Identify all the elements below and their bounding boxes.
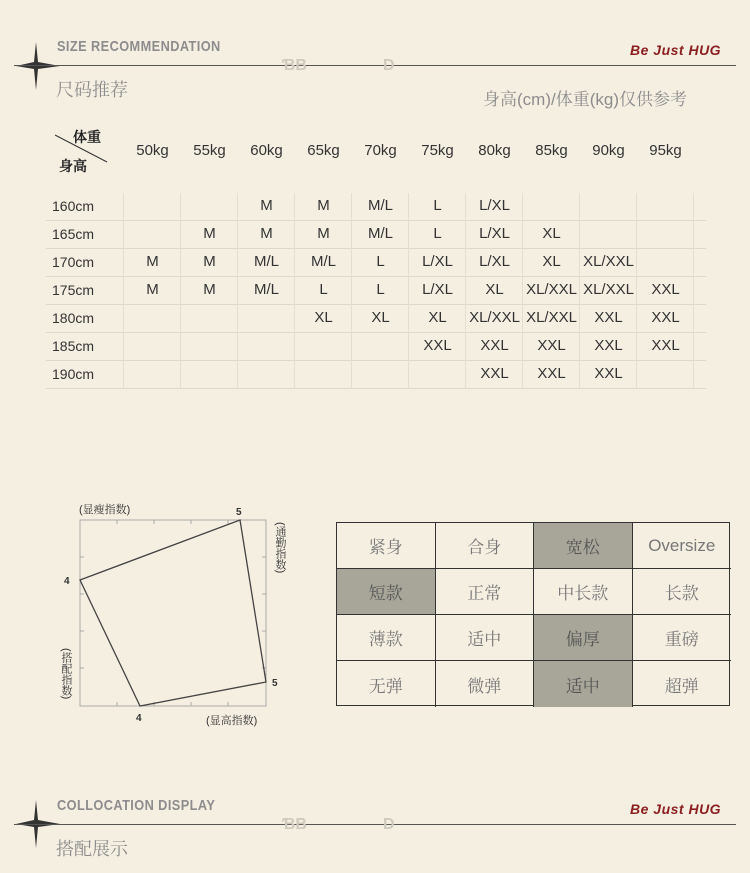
footer-divider: [14, 824, 736, 825]
footer-section-subtitle: 搭配展示: [56, 839, 128, 859]
size-cell: M: [260, 225, 273, 242]
size-cell: XXL: [537, 337, 566, 354]
attribute-cell: 长款: [633, 569, 732, 615]
height-label: 160cm: [52, 198, 95, 214]
weight-header: 55kg: [193, 142, 226, 159]
section-subtitle: 尺码推荐: [56, 80, 128, 100]
table-row: [46, 360, 706, 389]
size-cell: L: [433, 197, 442, 214]
table-row: [46, 220, 706, 249]
section-title: SIZE RECOMMENDATION: [57, 38, 221, 55]
radar-chart: [60, 500, 290, 730]
size-cell: M: [317, 197, 330, 214]
radar-label-slimming: (显瘦指数): [79, 504, 131, 516]
size-cell: XXL: [651, 337, 680, 354]
weight-header: 90kg: [592, 142, 625, 159]
column-divider: [180, 193, 181, 389]
corner-weight-label: 体重: [73, 129, 101, 145]
size-cell: XL/XXL: [526, 281, 577, 298]
attribute-cell: 宽松: [534, 523, 633, 569]
logo-mark-icon: D: [383, 57, 395, 74]
table-row: [46, 332, 706, 361]
size-cell: L: [433, 225, 442, 242]
radar-value-top: 5: [236, 507, 242, 518]
weight-header: 95kg: [649, 142, 682, 159]
size-cell: XL: [542, 225, 561, 242]
attribute-cell: 超弹: [664, 676, 699, 696]
size-cell: M/L: [253, 281, 279, 298]
attribute-cell: 短款: [337, 569, 436, 615]
size-cell: M: [203, 253, 216, 270]
size-cell: XL/XXL: [526, 309, 577, 326]
attribute-cell: 紧身: [337, 523, 436, 569]
weight-header: 50kg: [136, 142, 169, 159]
table-row: [46, 276, 706, 305]
radar-value-bottom: 4: [136, 713, 142, 724]
radar-value-left: 4: [64, 576, 70, 587]
size-cell: L/XL: [422, 281, 453, 298]
size-cell: L/XL: [479, 225, 510, 242]
table-row: [46, 192, 706, 221]
column-divider: [294, 193, 295, 389]
size-cell: XXL: [480, 365, 509, 382]
attribute-cell: 偏厚: [534, 615, 633, 661]
attribute-cell: 中长款: [534, 569, 633, 615]
size-cell: M: [146, 281, 159, 298]
table-row: [46, 304, 706, 333]
column-divider: [579, 193, 580, 389]
weight-header: 80kg: [478, 142, 511, 159]
size-cell: M/L: [367, 197, 393, 214]
weight-header: 75kg: [421, 142, 454, 159]
height-label: 165cm: [52, 226, 95, 242]
column-divider: [351, 193, 352, 389]
size-cell: L/XL: [479, 197, 510, 214]
logo-mark-icon: D: [383, 816, 395, 833]
attribute-cell: 薄款: [337, 615, 436, 661]
column-divider: [636, 193, 637, 389]
attribute-cell: 重磅: [633, 615, 732, 661]
column-divider: [693, 193, 694, 389]
table-row: [46, 248, 706, 277]
column-divider: [465, 193, 466, 389]
column-divider: [408, 193, 409, 389]
size-cell: XXL: [651, 309, 680, 326]
column-divider: [123, 193, 124, 389]
radar-label-matching: (搭配指数): [60, 648, 72, 700]
weight-header: 65kg: [307, 142, 340, 159]
size-cell: XXL: [651, 281, 680, 298]
size-cell: XL/XXL: [469, 309, 520, 326]
corner-height-label: 身高: [59, 158, 87, 174]
size-cell: L/XL: [422, 253, 453, 270]
brand-logo: Be Just HUG: [630, 42, 722, 58]
attribute-cell: 适中: [436, 615, 535, 661]
radar-label-height: (显高指数): [206, 715, 258, 727]
size-cell: XXL: [594, 365, 623, 382]
table-corner: [55, 130, 115, 174]
size-cell: XXL: [594, 309, 623, 326]
size-cell: XL: [428, 309, 447, 326]
size-cell: M/L: [310, 253, 336, 270]
size-cell: XL: [542, 253, 561, 270]
attribute-cell: 微弹: [436, 661, 535, 707]
size-cell: XL: [485, 281, 504, 298]
attribute-cell: 正常: [436, 569, 535, 615]
size-cell: L/XL: [479, 253, 510, 270]
column-divider: [237, 193, 238, 389]
attribute-cell: Oversize: [633, 523, 732, 569]
size-cell: M/L: [367, 225, 393, 242]
logo-mark-icon: ƁB: [282, 816, 307, 833]
size-cell: M: [260, 197, 273, 214]
size-cell: XXL: [480, 337, 509, 354]
attribute-cell: 无弹: [337, 661, 436, 707]
attribute-grid: [336, 522, 730, 706]
size-cell: M: [317, 225, 330, 242]
height-label: 170cm: [52, 254, 95, 270]
weight-header: 85kg: [535, 142, 568, 159]
size-cell: L: [376, 281, 385, 298]
height-label: 185cm: [52, 338, 95, 354]
attribute-cell: 合身: [436, 523, 535, 569]
size-cell: L: [376, 253, 385, 270]
header-divider: [14, 65, 736, 66]
column-divider: [522, 193, 523, 389]
weight-header: 60kg: [250, 142, 283, 159]
size-cell: XL: [371, 309, 390, 326]
reference-note: 身高(cm)/体重(kg)仅供参考: [483, 90, 687, 109]
height-label: 175cm: [52, 282, 95, 298]
weight-header: 70kg: [364, 142, 397, 159]
size-cell: M: [203, 225, 216, 242]
size-cell: XL/XXL: [583, 281, 634, 298]
size-cell: M: [203, 281, 216, 298]
size-cell: XXL: [423, 337, 452, 354]
size-cell: XL/XXL: [583, 253, 634, 270]
size-cell: L: [319, 281, 328, 298]
size-cell: XL: [314, 309, 333, 326]
attribute-cell: 适中: [534, 661, 633, 707]
radar-value-right: 5: [272, 678, 278, 689]
height-label: 180cm: [52, 310, 95, 326]
footer-brand-logo: Be Just HUG: [630, 801, 722, 817]
size-cell: XXL: [594, 337, 623, 354]
radar-polygon: [80, 520, 266, 706]
size-cell: XXL: [537, 365, 566, 382]
footer-section-title: COLLOCATION DISPLAY: [57, 797, 216, 814]
size-cell: M: [146, 253, 159, 270]
size-cell: M/L: [253, 253, 279, 270]
logo-mark-icon: ƁB: [282, 57, 307, 74]
radar-label-commute: (通勤指数): [274, 522, 286, 574]
height-label: 190cm: [52, 366, 95, 382]
